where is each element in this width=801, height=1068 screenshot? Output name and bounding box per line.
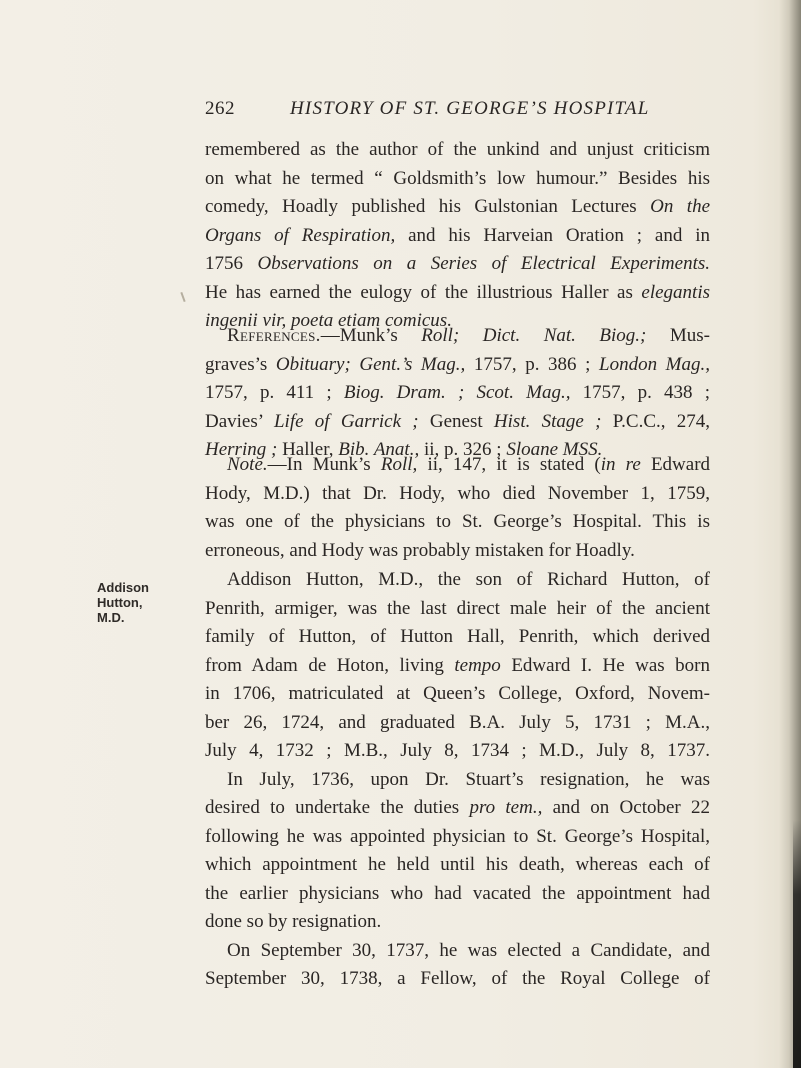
text-line: ber 26, 1724, and graduated B.A. July 5, 1731 ; M.A.,: [205, 711, 710, 733]
page-header: [205, 98, 710, 128]
paragraph-hoadly-conclusion: [205, 136, 710, 336]
text-line: done so by resignation.: [205, 911, 382, 932]
text-line: Note.—In Munk’s Roll, ii, 147, it is stated (in re Edward: [227, 454, 711, 475]
text-line: which appointment he held until his death, whereas each of: [205, 854, 710, 875]
paper-blemish: [180, 292, 185, 302]
text-line: References.—Munk’s Roll; Dict. Nat. Biog.; Mus-: [227, 325, 710, 346]
text-line: 1756 Observations on a Series of Electrical Experiments.: [205, 253, 710, 274]
text-line: following he was appointed physician to St. George’s Hospital,: [205, 825, 710, 847]
margin-note-addison-hutton: [97, 580, 149, 625]
text-line: on what he termed “ Goldsmith’s low humour.” Besides his: [205, 167, 710, 189]
page-number: 262: [205, 98, 235, 119]
margin-note-line: M.D.: [97, 610, 125, 625]
text-line: In July, 1736, upon Dr. Stuart’s resignation, he was: [227, 768, 710, 790]
text-line: from Adam de Hoton, living tempo Edward I. He was born: [205, 654, 711, 676]
paragraph-references: [205, 322, 710, 465]
text-line: comedy, Hoadly published his Gulstonian Lectures On the: [205, 196, 711, 217]
text-line: the earlier physicians who had vacated the appointment had: [205, 882, 710, 904]
paragraph-note: [205, 451, 710, 565]
text-line: September 30, 1738, a Fellow, of the Royal College of: [205, 968, 710, 989]
text-line: erroneous, and Hody was probably mistaken for Hoadly.: [205, 539, 635, 561]
text-line: in 1706, matriculated at Queen’s College, Oxford, Novem-: [205, 683, 710, 704]
text-line: desired to undertake the duties pro tem., and on October 22: [205, 797, 711, 818]
margin-note-line: Addison: [97, 580, 149, 595]
text-line: On September 30, 1737, he was elected a Candidate, and: [227, 939, 710, 961]
text-line: graves’s Obituary; Gent.’s Mag., 1757, p. 386 ; London Mag.,: [205, 353, 711, 375]
page-edge-dark: [793, 820, 801, 1068]
text-line: July 4, 1732 ; M.B., July 8, 1734 ; M.D., July 8, 1737.: [205, 740, 710, 761]
text-line: remembered as the author of the unkind and unjust criticism: [205, 139, 710, 160]
text-line: ingenii vir, poeta etiam comicus.: [205, 310, 452, 331]
text-line: Herring ; Haller, Bib. Anat., ii, p. 326 ; Sloane MSS.: [205, 439, 603, 460]
margin-note-line: Hutton,: [97, 595, 143, 610]
running-title: HISTORY OF ST. GEORGE’S HOSPITAL: [290, 98, 650, 119]
text-line: 1757, p. 411 ; Biog. Dram. ; Scot. Mag., 1757, p. 438 ;: [205, 382, 711, 403]
text-line: Hody, M.D.) that Dr. Hody, who died November 1, 1759,: [205, 482, 710, 504]
text-line: was one of the physicians to St. George’s Hospital. This is: [205, 511, 710, 532]
text-line: Penrith, armiger, was the last direct male heir of the ancient: [205, 597, 710, 619]
text-line: family of Hutton, of Hutton Hall, Penrith, which derived: [205, 626, 710, 647]
text-line: Addison Hutton, M.D., the son of Richard Hutton, of: [227, 569, 710, 590]
text-line: Organs of Respiration, and his Harveian Oration ; and in: [205, 224, 710, 246]
paragraph-addison-hutton: [205, 566, 710, 994]
text-line: Davies’ Life of Garrick ; Genest Hist. Stage ; P.C.C., 274,: [205, 410, 711, 432]
text-line: He has earned the eulogy of the illustrious Haller as elegantis: [205, 281, 710, 303]
